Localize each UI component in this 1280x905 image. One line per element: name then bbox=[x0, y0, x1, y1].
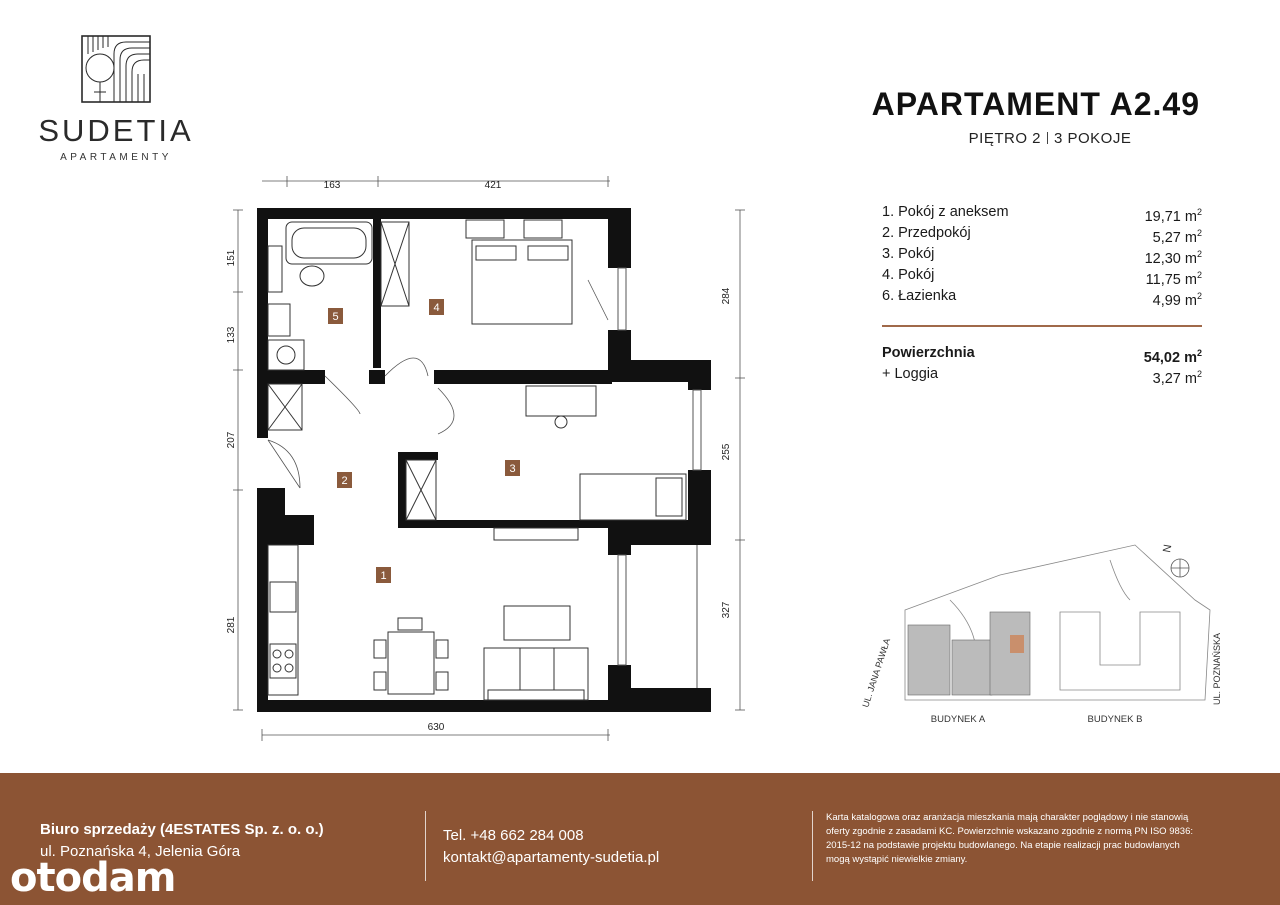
dim-top-left: 163 bbox=[323, 180, 341, 191]
room-row bbox=[882, 244, 1202, 265]
street-right: UL. POZNAŃSKA bbox=[1212, 632, 1222, 705]
dim-right-3: 327 bbox=[721, 601, 732, 619]
contact-email[interactable]: kontakt@apartamenty-sudetia.pl bbox=[443, 849, 660, 866]
dim-left-3: 207 bbox=[226, 431, 237, 449]
apartment-highlight bbox=[1010, 635, 1024, 653]
apartment-title: APARTAMENT A2.49 bbox=[871, 86, 1200, 122]
office-address: ul. Poznańska 4, Jelenia Góra bbox=[40, 843, 241, 860]
list-divider bbox=[882, 325, 1202, 327]
room-name: 2. Przedpokój bbox=[882, 225, 971, 241]
separator bbox=[1047, 132, 1048, 144]
room-label-4: 4 bbox=[433, 302, 440, 314]
building-b-label: BUDYNEK B bbox=[1087, 714, 1143, 725]
dim-left-2: 133 bbox=[226, 326, 237, 344]
floor-plan bbox=[220, 165, 760, 760]
room-labels bbox=[328, 299, 520, 583]
room-name: 1. Pokój z aneksem bbox=[882, 204, 1009, 220]
dimension-labels bbox=[226, 180, 732, 733]
loggia-value: 3,27 $m^2$ bbox=[1152, 369, 1202, 387]
room-area-list bbox=[882, 202, 1202, 307]
room-name: 6. Łazienka bbox=[882, 288, 957, 304]
room-name: 3. Pokój bbox=[882, 246, 935, 262]
site-outline bbox=[905, 545, 1210, 700]
dim-top-right: 421 bbox=[484, 180, 502, 191]
footer bbox=[0, 773, 1280, 905]
room-area: 11,75 $m^2$ bbox=[1145, 270, 1202, 288]
logo-mark bbox=[80, 34, 152, 109]
room-area: 5,27 $m^2$ bbox=[1152, 228, 1202, 246]
loggia-row bbox=[882, 364, 1202, 385]
building-a bbox=[908, 612, 1030, 695]
total-surface-row bbox=[882, 343, 1202, 364]
building-a-label: BUDYNEK A bbox=[930, 714, 986, 725]
room-row bbox=[882, 265, 1202, 286]
walls bbox=[257, 208, 711, 712]
disclaimer: Karta katalogowa oraz aranżacja mieszkania mają charakter poglądowy i nie stanowią oferty zgodnie z zasadami KC. Powierzchnie wskazano zgodnie z normą PN ISO 9836: 2015-12 na podstawie projektu budowlanego. Na etapie realizacji prac budowlanych mogą wystąpić niewielkie zmiany. bbox=[826, 812, 1193, 865]
room-label-2: 2 bbox=[341, 475, 348, 487]
loggia-label: + Loggia bbox=[882, 366, 939, 382]
contact-phone[interactable]: Tel. +48 662 284 008 bbox=[443, 827, 584, 844]
brand-name: SUDETIA bbox=[38, 113, 194, 148]
dimension-lines bbox=[233, 176, 745, 741]
brand-subtitle: APARTAMENTY bbox=[60, 152, 172, 163]
rooms-count-label: 3 POKOJE bbox=[1054, 130, 1132, 147]
room-area: 12,30 $m^2$ bbox=[1144, 249, 1202, 267]
room-row bbox=[882, 286, 1202, 307]
room-area: 19,71 $m^2$ bbox=[1144, 207, 1202, 225]
room-row bbox=[882, 223, 1202, 244]
site-map bbox=[850, 530, 1230, 745]
room-name: 4. Pokój bbox=[882, 267, 935, 283]
north-label: N bbox=[1161, 543, 1175, 554]
dim-right-2: 255 bbox=[721, 443, 732, 461]
office-title: Biuro sprzedaży (4ESTATES Sp. z. o. o.) bbox=[40, 821, 324, 838]
watermark: otodam bbox=[10, 855, 176, 901]
room-row bbox=[882, 202, 1202, 223]
furniture bbox=[268, 220, 686, 700]
footer-divider bbox=[425, 811, 426, 881]
room-label-5: 5 bbox=[332, 311, 339, 323]
dim-bottom: 630 bbox=[427, 722, 445, 733]
dim-left-1: 151 bbox=[226, 249, 237, 267]
street-left: UL. JANA PAWŁA bbox=[860, 637, 893, 709]
room-area: 4,99 $m^2$ bbox=[1152, 291, 1202, 309]
room-label-1: 1 bbox=[380, 570, 387, 582]
surface-label: Powierzchnia bbox=[882, 345, 975, 361]
floor-label: PIĘTRO 2 bbox=[968, 130, 1041, 147]
footer-divider bbox=[812, 811, 813, 881]
surface-value: 54,02 $m^2$ bbox=[1143, 348, 1202, 366]
dim-right-1: 284 bbox=[721, 287, 732, 305]
dim-left-4: 281 bbox=[226, 616, 237, 634]
room-label-3: 3 bbox=[509, 463, 516, 475]
apartment-subtitle bbox=[900, 130, 1200, 147]
totals bbox=[882, 343, 1202, 385]
